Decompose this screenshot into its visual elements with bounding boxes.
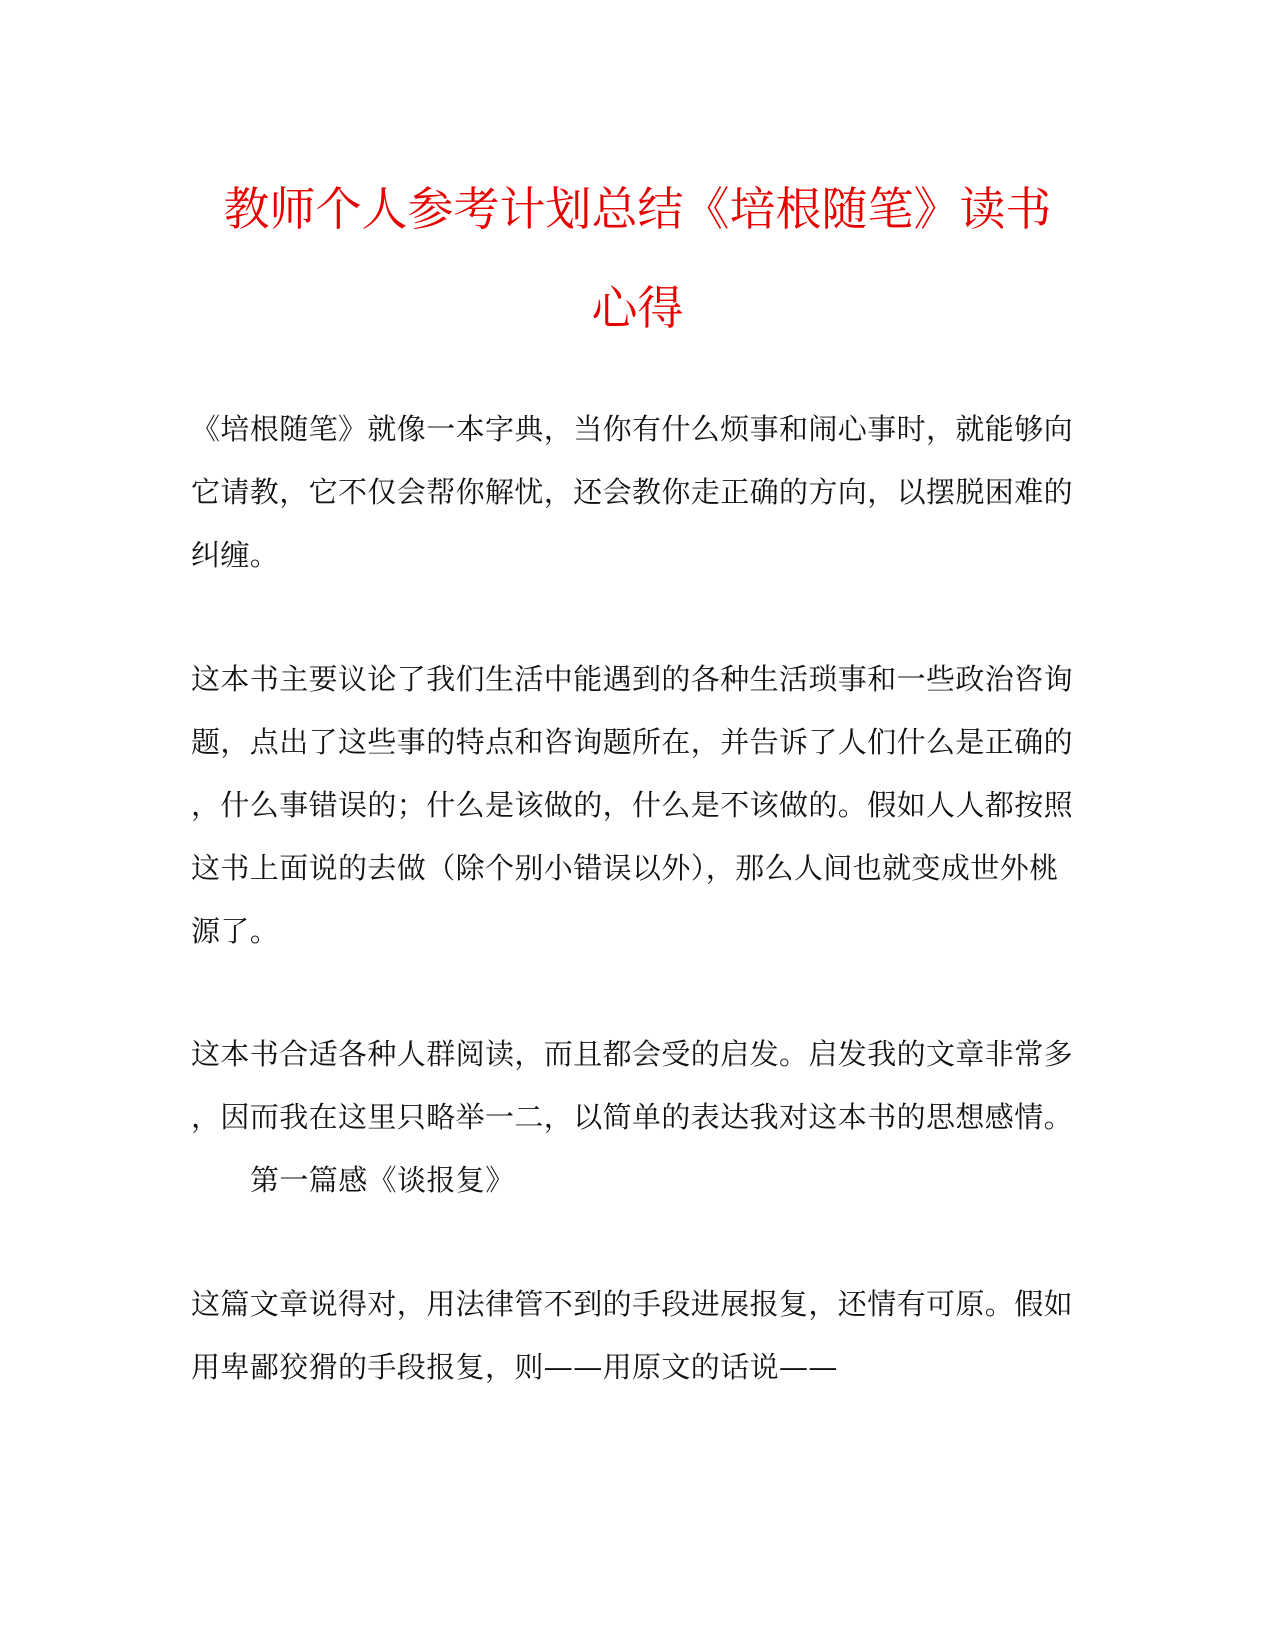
section-heading-line: 第一篇感《谈报复》	[250, 1163, 515, 1197]
paragraph-line: 纠缠。	[191, 538, 280, 572]
paragraph-line: 用卑鄙狡猾的手段报复，则——用原文的话说——	[191, 1350, 838, 1384]
paragraph-line: 这书上面说的去做（除个别小错误以外），那么人间也就变成世外桃	[191, 851, 1059, 885]
paragraph-line: 这本书合适各种人群阅读，而且都会受的启发。启发我的文章非常多	[191, 1037, 1074, 1071]
paragraph-line: 这本书主要议论了我们生活中能遇到的各种生活琐事和一些政治咨询	[191, 662, 1074, 696]
paragraph-line: 这篇文章说得对，用法律管不到的手段进展报复，还情有可原。假如	[191, 1287, 1074, 1321]
document-title-line-2: 心得	[591, 281, 684, 335]
paragraph-line: 它请教，它不仅会帮你解忧，还会教你走正确的方向，以摆脱困难的	[191, 475, 1074, 509]
paragraph-line: 源了。	[191, 914, 280, 948]
document-title-line-1: 教师个人参考计划总结《培根随笔》读书	[223, 182, 1052, 236]
paragraph-line: ，什么事错误的；什么是该做的，什么是不该做的。假如人人都按照	[191, 788, 1074, 822]
paragraph-line: 题，点出了这些事的特点和咨询题所在，并告诉了人们什么是正确的	[191, 725, 1074, 759]
paragraph-line: ，因而我在这里只略举一二，以简单的表达我对这本书的思想感情。	[191, 1100, 1074, 1134]
paragraph-line: 《培根随笔》就像一本字典，当你有什么烦事和闹心事时，就能够向	[191, 412, 1074, 446]
